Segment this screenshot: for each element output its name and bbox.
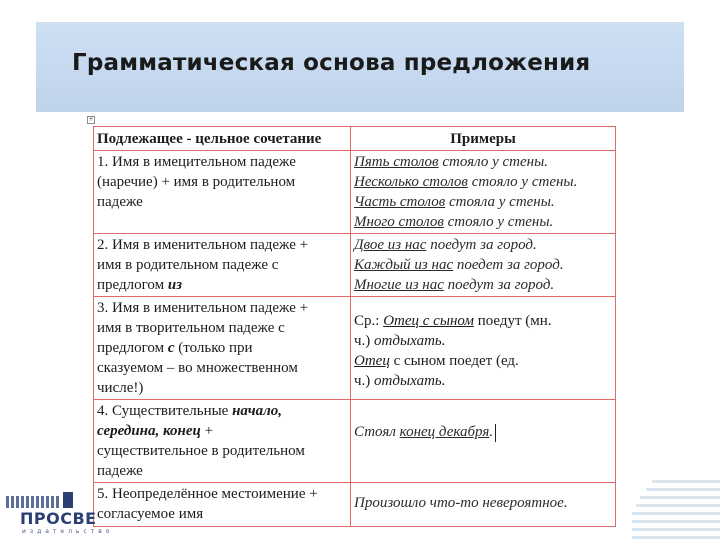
table-row bbox=[94, 483, 616, 527]
example-line: Произошло что-то невероятное. bbox=[354, 495, 568, 511]
example-line bbox=[354, 255, 612, 275]
example-subject: конец декабря bbox=[399, 424, 490, 440]
example-line bbox=[354, 152, 612, 172]
subject-text: + bbox=[200, 423, 214, 439]
example-predicate: стояло у стены. bbox=[438, 154, 548, 170]
subject-line bbox=[97, 421, 347, 441]
example-predicate: стояло у стены. bbox=[443, 214, 554, 230]
example-text: поедут (мн. bbox=[473, 313, 552, 329]
subject-cell bbox=[94, 151, 351, 234]
example-predicate: поедет за город. bbox=[453, 257, 564, 273]
example-subject: Часть столов bbox=[354, 194, 446, 210]
subject-cell bbox=[94, 297, 351, 400]
example-line bbox=[354, 422, 612, 442]
table-move-handle-icon[interactable]: + bbox=[88, 116, 94, 123]
header-subject: Подлежащее - цельное сочетание bbox=[94, 127, 351, 151]
example-subject: Каждый из нас bbox=[354, 257, 454, 273]
subject-line: согласуемое имя bbox=[97, 506, 204, 522]
subject-text: предлогом bbox=[97, 340, 168, 356]
example-line bbox=[354, 311, 612, 331]
subject-line: падеже bbox=[97, 194, 143, 210]
examples-cell bbox=[351, 151, 616, 234]
subject-emphasis: середина, конец bbox=[97, 423, 201, 439]
subject-line: 2. Имя в именительном падеже + bbox=[97, 237, 309, 253]
example-line bbox=[354, 212, 612, 232]
example-end: . bbox=[489, 424, 494, 440]
header-examples: Примеры bbox=[351, 127, 616, 151]
logo-text: ПРОСВЕ bbox=[20, 509, 97, 528]
compare-label: Ср.: bbox=[354, 313, 384, 329]
subject-line: 5. Неопределённое местоимение + bbox=[97, 486, 318, 502]
example-predicate: поедут за город. bbox=[443, 277, 555, 293]
examples-cell bbox=[351, 234, 616, 297]
subject-emphasis: из bbox=[167, 277, 183, 293]
grammar-table bbox=[93, 126, 616, 527]
example-predicate: Стоял bbox=[354, 424, 396, 440]
subject-emphasis: начало, bbox=[232, 403, 283, 419]
example-subject: Пять столов bbox=[354, 154, 439, 170]
table-row bbox=[94, 400, 616, 483]
text-cursor bbox=[495, 424, 496, 442]
logo-subtext: издательство bbox=[22, 528, 114, 535]
example-subject: Отец с сыном bbox=[383, 313, 474, 329]
example-subject: Много столов bbox=[354, 214, 444, 230]
subject-line: (наречие) + имя в родительном bbox=[97, 174, 296, 190]
subject-text: (только при bbox=[174, 340, 253, 356]
subject-line bbox=[97, 338, 347, 358]
subject-line: имя в творительном падеже с bbox=[97, 320, 285, 336]
table-header-row bbox=[94, 127, 616, 151]
subject-emphasis: с bbox=[167, 340, 175, 356]
example-line bbox=[354, 371, 612, 391]
example-subject: Многие из нас bbox=[354, 277, 444, 293]
subject-cell bbox=[94, 400, 351, 483]
subject-line: имя в родительном падеже с bbox=[97, 257, 279, 273]
example-line bbox=[354, 351, 612, 371]
subject-line: 3. Имя в именительном падеже + bbox=[97, 300, 309, 316]
example-subject: Двое из нас bbox=[354, 237, 427, 253]
example-predicate: стояла у стены. bbox=[445, 194, 555, 210]
subject-line: 1. Имя в имецительном падеже bbox=[97, 154, 296, 170]
example-predicate: отдыхать. bbox=[374, 373, 446, 389]
subject-line: числе!) bbox=[97, 380, 144, 396]
subject-line: сказуемом – во множественном bbox=[97, 360, 298, 376]
example-line bbox=[354, 235, 612, 255]
example-line bbox=[354, 192, 612, 212]
examples-cell bbox=[351, 297, 616, 400]
example-subject: Отец bbox=[354, 353, 390, 369]
table-row bbox=[94, 234, 616, 297]
subject-cell bbox=[94, 483, 351, 527]
subject-line bbox=[97, 401, 347, 421]
subject-text: предлогом bbox=[97, 277, 168, 293]
example-text: с сыном поедет (ед. bbox=[389, 353, 519, 369]
subject-cell bbox=[94, 234, 351, 297]
example-subject: Несколько столов bbox=[354, 174, 468, 190]
example-line bbox=[354, 172, 612, 192]
subject-text: 4. Существительные bbox=[97, 403, 233, 419]
slide-title: Грамматическая основа предложения bbox=[72, 50, 591, 76]
examples-cell bbox=[351, 483, 616, 527]
example-predicate: отдыхать. bbox=[374, 333, 446, 349]
subject-line: падеже bbox=[97, 463, 143, 479]
example-text: ч.) bbox=[354, 373, 375, 389]
example-predicate: поедут за город. bbox=[426, 237, 537, 253]
example-line bbox=[354, 275, 612, 295]
example-predicate: стояло у стены. bbox=[467, 174, 578, 190]
subject-line bbox=[97, 275, 347, 295]
subject-line: существительное в родительном bbox=[97, 443, 305, 459]
table-row bbox=[94, 151, 616, 234]
decorative-stripes bbox=[632, 472, 720, 540]
example-text: ч.) bbox=[354, 333, 375, 349]
example-line bbox=[354, 331, 612, 351]
examples-cell bbox=[351, 400, 616, 483]
table-row bbox=[94, 297, 616, 400]
